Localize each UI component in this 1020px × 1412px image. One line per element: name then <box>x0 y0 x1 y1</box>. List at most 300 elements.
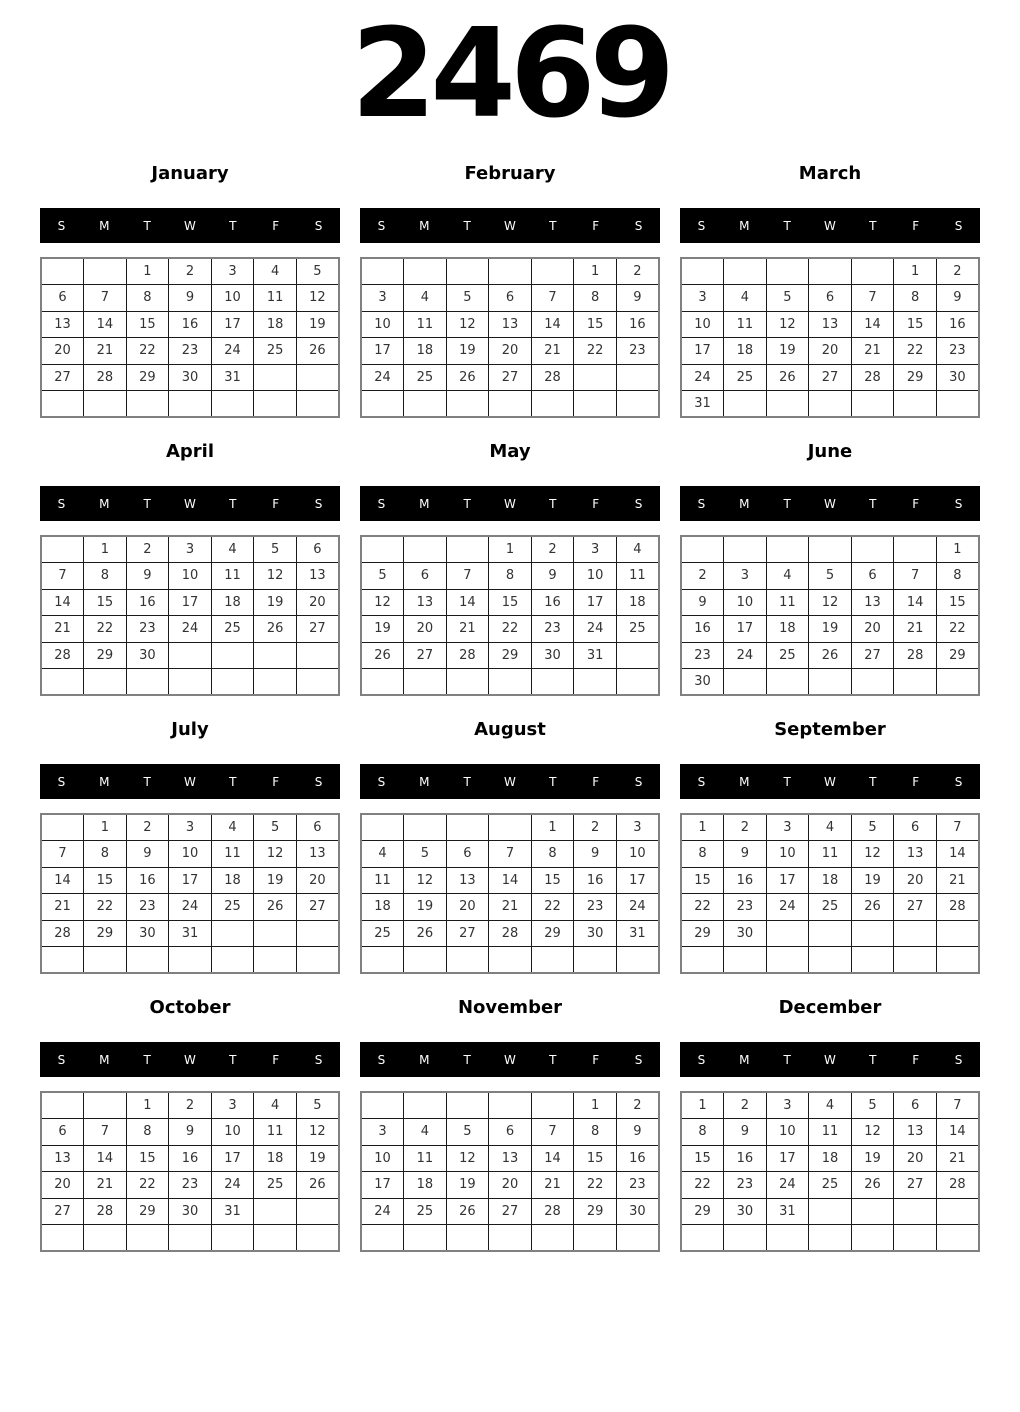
empty-day-cell <box>361 258 404 285</box>
day-cell: 31 <box>616 920 659 947</box>
empty-day-cell <box>616 391 659 418</box>
weekday-label: F <box>592 496 600 511</box>
empty-day-cell <box>489 814 532 841</box>
empty-day-cell <box>296 920 339 947</box>
empty-day-cell <box>446 947 489 974</box>
week-row <box>361 814 659 841</box>
day-cell: 27 <box>296 894 339 921</box>
weekday-label: T <box>549 1052 557 1067</box>
day-cell: 20 <box>296 589 339 616</box>
day-cell: 22 <box>126 1172 169 1199</box>
day-cell: 27 <box>404 642 447 669</box>
day-cell: 29 <box>84 642 127 669</box>
day-cell: 15 <box>126 311 169 338</box>
empty-day-cell <box>84 1225 127 1252</box>
week-row <box>41 1172 339 1199</box>
empty-day-cell <box>169 1225 212 1252</box>
week-row <box>361 669 659 696</box>
day-cell: 21 <box>894 616 937 643</box>
empty-day-cell <box>126 391 169 418</box>
weekday-label: F <box>272 496 280 511</box>
day-cell: 28 <box>936 1172 979 1199</box>
weekday-label: W <box>504 496 516 511</box>
week-row <box>681 1198 979 1225</box>
day-cell: 10 <box>766 1119 809 1146</box>
day-cell: 14 <box>489 867 532 894</box>
day-cell: 12 <box>404 867 447 894</box>
empty-day-cell <box>446 814 489 841</box>
empty-day-cell <box>724 391 767 418</box>
day-cell: 29 <box>489 642 532 669</box>
day-cell: 21 <box>489 894 532 921</box>
day-cell: 9 <box>724 841 767 868</box>
day-cell: 13 <box>296 841 339 868</box>
day-cell: 18 <box>361 894 404 921</box>
empty-day-cell <box>211 947 254 974</box>
day-cell: 10 <box>211 1119 254 1146</box>
day-cell: 5 <box>296 258 339 285</box>
day-cell: 7 <box>446 563 489 590</box>
weekday-label: S <box>377 218 386 233</box>
week-row <box>361 1145 659 1172</box>
day-cell: 11 <box>404 1145 447 1172</box>
weekday-label: S <box>954 218 963 233</box>
empty-day-cell <box>254 364 297 391</box>
day-cell: 7 <box>489 841 532 868</box>
week-row <box>41 616 339 643</box>
day-cell: 19 <box>404 894 447 921</box>
month-day-grid <box>360 813 660 974</box>
day-cell: 9 <box>574 841 617 868</box>
weekday-header-bar <box>680 486 980 521</box>
day-cell: 15 <box>936 589 979 616</box>
weekday-label: W <box>184 774 196 789</box>
day-cell: 21 <box>936 867 979 894</box>
day-cell: 5 <box>809 563 852 590</box>
empty-day-cell <box>489 669 532 696</box>
week-row <box>41 563 339 590</box>
week-row <box>41 1145 339 1172</box>
day-cell: 24 <box>766 894 809 921</box>
week-row <box>41 867 339 894</box>
day-cell: 30 <box>724 920 767 947</box>
week-row <box>681 894 979 921</box>
weekday-label: T <box>549 218 557 233</box>
week-row <box>41 364 339 391</box>
day-cell: 18 <box>404 338 447 365</box>
day-cell: 5 <box>446 1119 489 1146</box>
day-cell: 27 <box>489 364 532 391</box>
week-row <box>41 1198 339 1225</box>
day-cell: 12 <box>254 563 297 590</box>
empty-day-cell <box>41 947 84 974</box>
weekday-label: T <box>783 218 791 233</box>
week-row <box>681 364 979 391</box>
day-cell: 16 <box>616 1145 659 1172</box>
day-cell: 8 <box>894 285 937 312</box>
day-cell: 5 <box>851 1092 894 1119</box>
empty-day-cell <box>724 669 767 696</box>
empty-day-cell <box>724 947 767 974</box>
weekday-label: M <box>739 496 750 511</box>
day-cell: 2 <box>616 258 659 285</box>
weekday-label: M <box>419 1052 430 1067</box>
empty-day-cell <box>41 391 84 418</box>
weekday-label: T <box>463 218 471 233</box>
month-day-grid <box>680 813 980 974</box>
day-cell: 29 <box>936 642 979 669</box>
day-cell: 4 <box>361 841 404 868</box>
week-row <box>681 338 979 365</box>
day-cell: 17 <box>361 1172 404 1199</box>
week-row <box>41 841 339 868</box>
day-cell: 10 <box>361 1145 404 1172</box>
week-row <box>681 1172 979 1199</box>
empty-day-cell <box>894 536 937 563</box>
day-cell: 30 <box>574 920 617 947</box>
week-row <box>361 589 659 616</box>
weekday-label: M <box>99 218 110 233</box>
day-cell: 18 <box>809 1145 852 1172</box>
day-cell: 13 <box>894 841 937 868</box>
day-cell: 14 <box>41 589 84 616</box>
day-cell: 22 <box>574 1172 617 1199</box>
week-row <box>41 642 339 669</box>
day-cell: 28 <box>851 364 894 391</box>
day-cell: 3 <box>724 563 767 590</box>
day-cell: 20 <box>489 1172 532 1199</box>
month-section <box>360 428 660 706</box>
day-cell: 27 <box>894 1172 937 1199</box>
day-cell: 8 <box>681 841 724 868</box>
day-cell: 14 <box>84 1145 127 1172</box>
day-cell: 14 <box>531 311 574 338</box>
week-row <box>41 258 339 285</box>
day-cell: 4 <box>404 285 447 312</box>
day-cell: 6 <box>296 536 339 563</box>
weekday-label: S <box>697 496 706 511</box>
empty-day-cell <box>809 920 852 947</box>
day-cell: 3 <box>211 258 254 285</box>
week-row <box>361 536 659 563</box>
day-cell: 26 <box>446 1198 489 1225</box>
day-cell: 7 <box>84 1119 127 1146</box>
day-cell: 25 <box>211 894 254 921</box>
day-cell: 16 <box>169 1145 212 1172</box>
week-row <box>681 1119 979 1146</box>
weekday-label: W <box>824 218 836 233</box>
day-cell: 2 <box>126 814 169 841</box>
weekday-label: S <box>314 774 323 789</box>
day-cell: 2 <box>169 1092 212 1119</box>
day-cell: 13 <box>851 589 894 616</box>
day-cell: 8 <box>489 563 532 590</box>
empty-day-cell <box>851 1198 894 1225</box>
day-cell: 6 <box>489 1119 532 1146</box>
weekday-header-bar <box>40 208 340 243</box>
day-cell: 18 <box>616 589 659 616</box>
day-cell: 24 <box>211 1172 254 1199</box>
day-cell: 10 <box>616 841 659 868</box>
day-cell: 6 <box>41 1119 84 1146</box>
week-row <box>361 364 659 391</box>
day-cell: 15 <box>489 589 532 616</box>
weekday-label: W <box>824 496 836 511</box>
month-day-grid <box>360 257 660 418</box>
day-cell: 12 <box>809 589 852 616</box>
day-cell: 9 <box>616 285 659 312</box>
week-row <box>681 841 979 868</box>
day-cell: 25 <box>404 364 447 391</box>
weekday-label: T <box>143 774 151 789</box>
month-title: August <box>474 719 546 740</box>
empty-day-cell <box>446 669 489 696</box>
day-cell: 25 <box>724 364 767 391</box>
day-cell: 8 <box>574 1119 617 1146</box>
empty-day-cell <box>361 1092 404 1119</box>
day-cell: 19 <box>254 867 297 894</box>
day-cell: 1 <box>574 1092 617 1119</box>
empty-day-cell <box>254 947 297 974</box>
empty-day-cell <box>404 669 447 696</box>
week-row <box>361 1225 659 1252</box>
day-cell: 16 <box>531 589 574 616</box>
week-row <box>681 669 979 696</box>
empty-day-cell <box>169 669 212 696</box>
empty-day-cell <box>894 1225 937 1252</box>
day-cell: 24 <box>211 338 254 365</box>
day-cell: 15 <box>681 867 724 894</box>
empty-day-cell <box>296 947 339 974</box>
empty-day-cell <box>766 258 809 285</box>
day-cell: 8 <box>126 1119 169 1146</box>
empty-day-cell <box>724 536 767 563</box>
day-cell: 16 <box>724 867 767 894</box>
empty-day-cell <box>404 947 447 974</box>
week-row <box>361 311 659 338</box>
day-cell: 23 <box>936 338 979 365</box>
empty-day-cell <box>211 669 254 696</box>
empty-day-cell <box>84 391 127 418</box>
day-cell: 13 <box>296 563 339 590</box>
day-cell: 22 <box>84 894 127 921</box>
empty-day-cell <box>616 364 659 391</box>
empty-day-cell <box>84 669 127 696</box>
day-cell: 24 <box>724 642 767 669</box>
day-cell: 21 <box>41 616 84 643</box>
week-row <box>361 616 659 643</box>
day-cell: 5 <box>446 285 489 312</box>
weekday-label: M <box>739 218 750 233</box>
day-cell: 14 <box>851 311 894 338</box>
weekday-label: S <box>697 774 706 789</box>
empty-day-cell <box>936 947 979 974</box>
day-cell: 21 <box>84 1172 127 1199</box>
weekday-label: F <box>592 218 600 233</box>
day-cell: 1 <box>126 258 169 285</box>
empty-day-cell <box>41 814 84 841</box>
week-row <box>41 947 339 974</box>
weekday-label: T <box>549 496 557 511</box>
day-cell: 25 <box>361 920 404 947</box>
day-cell: 19 <box>296 311 339 338</box>
day-cell: 11 <box>809 1119 852 1146</box>
empty-day-cell <box>126 669 169 696</box>
weekday-label: W <box>184 496 196 511</box>
day-cell: 3 <box>361 285 404 312</box>
weekday-label: M <box>739 1052 750 1067</box>
day-cell: 26 <box>404 920 447 947</box>
month-title: February <box>464 163 556 184</box>
day-cell: 8 <box>84 563 127 590</box>
day-cell: 19 <box>361 616 404 643</box>
day-cell: 16 <box>616 311 659 338</box>
empty-day-cell <box>84 947 127 974</box>
day-cell: 31 <box>766 1198 809 1225</box>
week-row <box>681 814 979 841</box>
day-cell: 12 <box>446 311 489 338</box>
week-row <box>361 1119 659 1146</box>
day-cell: 8 <box>574 285 617 312</box>
day-cell: 14 <box>41 867 84 894</box>
day-cell: 3 <box>169 536 212 563</box>
day-cell: 27 <box>489 1198 532 1225</box>
month-title: September <box>774 719 886 740</box>
empty-day-cell <box>809 391 852 418</box>
month-section <box>360 706 660 984</box>
week-row <box>681 589 979 616</box>
day-cell: 3 <box>211 1092 254 1119</box>
empty-day-cell <box>211 1225 254 1252</box>
day-cell: 8 <box>126 285 169 312</box>
empty-day-cell <box>404 258 447 285</box>
day-cell: 28 <box>446 642 489 669</box>
day-cell: 2 <box>169 258 212 285</box>
weekday-label: W <box>504 1052 516 1067</box>
month-section <box>360 150 660 428</box>
day-cell: 19 <box>254 589 297 616</box>
empty-day-cell <box>296 1198 339 1225</box>
month-day-grid <box>40 535 340 696</box>
empty-day-cell <box>681 947 724 974</box>
day-cell: 20 <box>296 867 339 894</box>
day-cell: 1 <box>84 536 127 563</box>
day-cell: 13 <box>446 867 489 894</box>
empty-day-cell <box>361 536 404 563</box>
weekday-label: T <box>229 774 237 789</box>
week-row <box>41 920 339 947</box>
day-cell: 28 <box>894 642 937 669</box>
day-cell: 7 <box>531 1119 574 1146</box>
day-cell: 20 <box>894 1145 937 1172</box>
day-cell: 23 <box>126 894 169 921</box>
day-cell: 3 <box>574 536 617 563</box>
weekday-label: T <box>229 218 237 233</box>
empty-day-cell <box>404 814 447 841</box>
day-cell: 25 <box>211 616 254 643</box>
day-cell: 2 <box>936 258 979 285</box>
weekday-label: W <box>504 218 516 233</box>
week-row <box>41 1119 339 1146</box>
month-section <box>680 984 980 1262</box>
week-row <box>361 258 659 285</box>
empty-day-cell <box>296 669 339 696</box>
week-row <box>681 258 979 285</box>
day-cell: 9 <box>724 1119 767 1146</box>
weekday-label: S <box>377 496 386 511</box>
weekday-label: S <box>57 774 66 789</box>
weekday-label: T <box>549 774 557 789</box>
day-cell: 4 <box>724 285 767 312</box>
day-cell: 17 <box>681 338 724 365</box>
month-title: March <box>798 163 862 184</box>
day-cell: 6 <box>851 563 894 590</box>
empty-day-cell <box>126 947 169 974</box>
day-cell: 26 <box>296 338 339 365</box>
day-cell: 7 <box>894 563 937 590</box>
day-cell: 30 <box>724 1198 767 1225</box>
weekday-label: M <box>99 1052 110 1067</box>
week-row <box>361 894 659 921</box>
empty-day-cell <box>361 1225 404 1252</box>
day-cell: 12 <box>254 841 297 868</box>
day-cell: 6 <box>489 285 532 312</box>
empty-day-cell <box>574 391 617 418</box>
month-day-grid <box>680 257 980 418</box>
empty-day-cell <box>766 391 809 418</box>
day-cell: 7 <box>936 1092 979 1119</box>
day-cell: 16 <box>936 311 979 338</box>
day-cell: 21 <box>531 1172 574 1199</box>
day-cell: 4 <box>254 1092 297 1119</box>
weekday-label: S <box>57 1052 66 1067</box>
empty-day-cell <box>41 536 84 563</box>
day-cell: 13 <box>41 311 84 338</box>
day-cell: 8 <box>936 563 979 590</box>
empty-day-cell <box>809 1198 852 1225</box>
month-title: July <box>171 719 209 740</box>
day-cell: 5 <box>296 1092 339 1119</box>
month-title: January <box>151 163 229 184</box>
weekday-label: W <box>184 218 196 233</box>
empty-day-cell <box>41 669 84 696</box>
day-cell: 13 <box>894 1119 937 1146</box>
day-cell: 14 <box>446 589 489 616</box>
day-cell: 1 <box>894 258 937 285</box>
empty-day-cell <box>531 258 574 285</box>
empty-day-cell <box>851 1225 894 1252</box>
day-cell: 28 <box>531 1198 574 1225</box>
weekday-label: M <box>419 218 430 233</box>
weekday-label: S <box>377 774 386 789</box>
day-cell: 18 <box>254 311 297 338</box>
day-cell: 23 <box>169 1172 212 1199</box>
empty-day-cell <box>446 1225 489 1252</box>
empty-day-cell <box>361 391 404 418</box>
day-cell: 23 <box>724 894 767 921</box>
day-cell: 24 <box>574 616 617 643</box>
week-row <box>681 1225 979 1252</box>
day-cell: 13 <box>809 311 852 338</box>
day-cell: 7 <box>936 814 979 841</box>
month-day-grid <box>40 257 340 418</box>
empty-day-cell <box>531 1092 574 1119</box>
day-cell: 19 <box>446 338 489 365</box>
empty-day-cell <box>851 947 894 974</box>
empty-day-cell <box>254 1198 297 1225</box>
day-cell: 13 <box>489 311 532 338</box>
day-cell: 7 <box>41 563 84 590</box>
